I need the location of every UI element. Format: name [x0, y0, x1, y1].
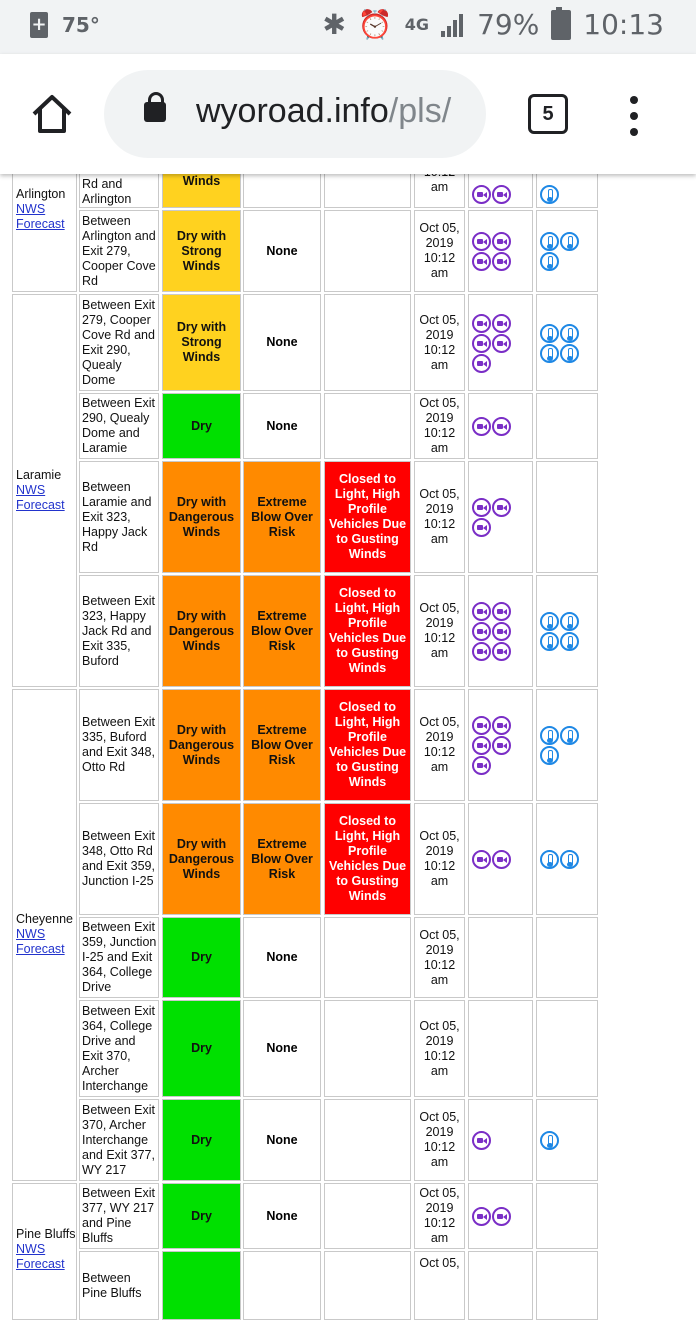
updated-text: Oct 05, 2019 10:12 am: [419, 221, 460, 280]
temperature: 75°: [62, 13, 100, 37]
updated-text: Oct 05, 2019 10:12 am: [419, 312, 460, 372]
thermometer-icon[interactable]: [540, 185, 559, 204]
segment-cell: [79, 689, 159, 801]
address-bar[interactable]: [104, 70, 486, 158]
tab-switcher-button[interactable]: 5: [528, 94, 568, 134]
condition-cell: [162, 803, 241, 915]
restriction-cell: [324, 1251, 411, 1320]
segment-text: Between Arlington and Exit 279, Cooper Cove Rd: [82, 213, 156, 288]
thermometer-icon[interactable]: [540, 746, 559, 765]
segment-cell: [79, 1000, 159, 1097]
restriction-cell: [324, 689, 411, 801]
camera-icon[interactable]: [472, 1207, 491, 1226]
camera-icon[interactable]: [472, 417, 491, 436]
segment-text: Between Exit 364, College Drive and Exit 370, Archer Interchange: [82, 1003, 155, 1093]
condition-text: Dry with Dangerous Winds: [168, 722, 235, 767]
advisory-cell: [243, 393, 321, 459]
segment-text: Between Pine Bluffs: [82, 1270, 142, 1300]
thermometer-icon[interactable]: [560, 632, 579, 651]
condition-text: Dry with Dangerous Winds: [168, 494, 235, 539]
updated-text: Oct 05, 2019 10:12 am: [419, 601, 460, 660]
condition-cell: [162, 1000, 241, 1097]
restriction-cell: [324, 294, 411, 391]
restriction-cell: [324, 461, 411, 573]
segment-text: Between Exit 377, WY 217 and Pine Bluffs: [82, 1186, 155, 1245]
camera-icon[interactable]: [492, 850, 511, 869]
updated-text: Oct 05, 2019 10:12 am: [419, 1186, 460, 1245]
restriction-text: Closed to Light, High Profile Vehicles Due to Gusting Winds: [328, 814, 407, 903]
segment-cell: [79, 294, 159, 391]
thermometer-icon[interactable]: [560, 232, 579, 251]
condition-text: Dry with Strong Winds: [176, 320, 227, 364]
city-name: Cheyenne: [16, 912, 73, 926]
restriction-cell: [324, 1183, 411, 1249]
updated-cell: [414, 1183, 465, 1249]
camera-icon[interactable]: [492, 232, 511, 251]
weather-station-cell: [536, 461, 598, 573]
advisory-cell: [243, 803, 321, 915]
camera-icon[interactable]: [472, 334, 491, 353]
city-name: Pine Bluffs: [16, 1227, 76, 1241]
updated-cell: [414, 461, 465, 573]
city-label: [16, 468, 70, 513]
advisory-text: None: [266, 1208, 298, 1223]
segment-text: Between Exit 290, Quealy Dome and Laramie: [82, 396, 155, 455]
condition-text: Dry: [191, 1041, 212, 1055]
updated-text: Oct 05, 2019 10:12 am: [419, 829, 460, 888]
camera-icon[interactable]: [472, 736, 491, 755]
weather-station-cell: [536, 1000, 598, 1097]
advisory-cell: [243, 917, 321, 998]
segment-cell: [79, 803, 159, 915]
camera-icon[interactable]: [492, 185, 511, 204]
city-label: [16, 912, 73, 957]
camera-icon[interactable]: [492, 602, 511, 621]
updated-text: Oct 05, 2019 10:12 am: [419, 715, 460, 774]
camera-icon[interactable]: [492, 334, 511, 353]
url-text[interactable]: [196, 92, 451, 131]
segment-text: Between Exit 335, Buford and Exit 348, Otto Rd: [82, 715, 155, 774]
advisory-text: None: [266, 418, 298, 433]
advisory-cell: [243, 461, 321, 573]
camera-icon[interactable]: [472, 850, 491, 869]
weather-station-cell: [536, 803, 598, 915]
camera-icon[interactable]: [472, 498, 491, 517]
clock: 10:13: [583, 8, 664, 41]
camera-icon[interactable]: [472, 314, 491, 333]
updated-cell: [414, 575, 465, 687]
camera-icon[interactable]: [472, 756, 491, 775]
segment-text: Between Exit 348, Otto Rd and Exit 359, Junction I-25: [82, 829, 155, 888]
nws-forecast-link[interactable]: NWS Forecast: [16, 202, 65, 231]
thermometer-icon[interactable]: [540, 232, 559, 251]
restriction-cell: [324, 1000, 411, 1097]
restriction-cell: [324, 210, 411, 292]
cameras-cell: [468, 1099, 533, 1181]
advisory-cell: [243, 1099, 321, 1181]
home-icon[interactable]: [28, 90, 76, 138]
weather-station-cell: [536, 575, 598, 687]
condition-cell: [162, 689, 241, 801]
weather-station-cell: [536, 917, 598, 998]
more-menu-icon[interactable]: [628, 96, 640, 136]
condition-cell: [162, 210, 241, 292]
camera-icon[interactable]: [472, 354, 491, 373]
advisory-text: Extreme Blow Over Risk: [251, 608, 313, 653]
condition-cell: [162, 461, 241, 573]
condition-cell: [162, 1251, 241, 1320]
updated-cell: [414, 689, 465, 801]
segment-text: Between Exit 279, Cooper Cove Rd and Exit 290, Quealy Dome: [82, 297, 155, 387]
thermometer-icon[interactable]: [560, 324, 579, 343]
updated-text: Oct 05, 2019 10:12 am: [419, 927, 460, 987]
cameras-cell: [468, 1000, 533, 1097]
updated-text: Oct 05, 2019 10:12 am: [419, 1018, 460, 1078]
restriction-cell: [324, 393, 411, 459]
weather-station-cell: [536, 1099, 598, 1181]
segment-text: Rd and Arlington: [82, 177, 132, 206]
weather-station-cell: [536, 689, 598, 801]
cameras-cell: [468, 461, 533, 573]
segment-cell: [79, 210, 159, 292]
condition-cell: [162, 294, 241, 391]
updated-cell: [414, 803, 465, 915]
camera-icon[interactable]: [492, 314, 511, 333]
updated-text: Oct 05, 2019 10:12 am: [419, 1110, 460, 1169]
condition-text: Dry: [191, 950, 212, 964]
cameras-cell: [468, 689, 533, 801]
thermometer-icon[interactable]: [540, 726, 559, 745]
weather-station-cell: [536, 210, 598, 292]
condition-text: Dry: [191, 1132, 212, 1147]
condition-cell: [162, 393, 241, 459]
updated-cell: [414, 917, 465, 998]
camera-icon[interactable]: [472, 518, 491, 537]
alarm-icon: ⏰: [357, 8, 393, 41]
advisory-text: None: [266, 950, 298, 964]
updated-cell: [414, 1000, 465, 1097]
advisory-cell: [243, 689, 321, 801]
city-label: [16, 187, 70, 232]
updated-text: Oct 05,: [419, 1256, 460, 1270]
url-path: /pls/: [388, 92, 452, 130]
camera-icon[interactable]: [492, 417, 511, 436]
restriction-cell: [324, 1099, 411, 1181]
condition-cell: [162, 1099, 241, 1181]
lock-icon: [144, 102, 166, 122]
camera-icon[interactable]: [472, 642, 491, 661]
camera-icon[interactable]: [472, 716, 491, 735]
browser-toolbar: [0, 54, 696, 174]
condition-cell: [162, 1183, 241, 1249]
nws-forecast-link[interactable]: NWS Forecast: [16, 1242, 65, 1271]
updated-cell: [414, 210, 465, 292]
updated-text: Oct 05, 2019 10:12 am: [419, 487, 460, 546]
updated-cell: [414, 1251, 465, 1320]
camera-icon[interactable]: [472, 622, 491, 641]
restriction-cell: [324, 575, 411, 687]
thermometer-icon[interactable]: [540, 344, 559, 363]
battery-percent: 79%: [477, 8, 540, 41]
condition-cell: [162, 917, 241, 998]
thermometer-icon[interactable]: [560, 726, 579, 745]
segment-text: Between Exit 323, Happy Jack Rd and Exit 335, Buford: [82, 593, 155, 668]
nws-forecast-link[interactable]: NWS Forecast: [16, 483, 65, 512]
camera-icon[interactable]: [492, 252, 511, 271]
updated-cell: [414, 294, 465, 391]
advisory-cell: [243, 1183, 321, 1249]
url-host: wyoroad.info: [196, 92, 389, 130]
camera-icon[interactable]: [492, 1207, 511, 1226]
thermometer-icon[interactable]: [540, 632, 559, 651]
advisory-cell: [243, 1251, 321, 1320]
advisory-cell: [243, 210, 321, 292]
cameras-cell: [468, 1183, 533, 1249]
camera-icon[interactable]: [492, 736, 511, 755]
nws-forecast-link[interactable]: NWS Forecast: [16, 927, 65, 956]
battery-icon: [551, 10, 571, 40]
updated-cell: [414, 1099, 465, 1181]
restriction-cell: [324, 917, 411, 998]
advisory-cell: [243, 1000, 321, 1097]
segment-cell: [79, 461, 159, 573]
advisory-text: None: [266, 243, 298, 258]
segment-cell: [79, 917, 159, 998]
restriction-cell: [324, 803, 411, 915]
cameras-cell: [468, 210, 533, 292]
cameras-cell: [468, 393, 533, 459]
segment-text: Between Exit 359, Junction I-25 and Exit 364, College Drive: [82, 920, 157, 994]
thermometer-icon[interactable]: [560, 850, 579, 869]
thermometer-icon[interactable]: [540, 252, 559, 271]
battery-saver-icon: +: [30, 12, 48, 38]
advisory-text: Extreme Blow Over Risk: [251, 722, 313, 767]
weather-station-cell: [536, 1251, 598, 1320]
segment-cell: [79, 1183, 159, 1249]
city-name: Laramie: [16, 468, 62, 482]
segment-cell: [79, 575, 159, 687]
camera-icon[interactable]: [472, 1131, 491, 1150]
camera-icon[interactable]: [472, 185, 491, 204]
bluetooth-icon: ✱: [322, 8, 346, 41]
thermometer-icon[interactable]: [540, 1131, 559, 1150]
weather-station-cell: [536, 393, 598, 459]
thermometer-icon[interactable]: [560, 344, 579, 363]
thermometer-icon[interactable]: [540, 324, 559, 343]
thermometer-icon[interactable]: [560, 612, 579, 631]
cameras-cell: [468, 294, 533, 391]
advisory-text: None: [266, 1041, 298, 1055]
advisory-text: Extreme Blow Over Risk: [251, 836, 313, 881]
camera-icon[interactable]: [492, 716, 511, 735]
restriction-text: Closed to Light, High Profile Vehicles Due to Gusting Winds: [328, 700, 407, 789]
segment-text: Between Laramie and Exit 323, Happy Jack Rd: [82, 479, 152, 554]
segment-cell: [79, 1099, 159, 1181]
updated-cell: [414, 393, 465, 459]
cameras-cell: [468, 917, 533, 998]
camera-icon[interactable]: [492, 622, 511, 641]
advisory-text: None: [266, 1132, 298, 1147]
cameras-cell: [468, 1251, 533, 1320]
updated-text: am: [430, 180, 449, 194]
camera-icon[interactable]: [492, 498, 511, 517]
weather-station-cell: [536, 1183, 598, 1249]
segment-cell: [79, 1251, 159, 1320]
restriction-text: Closed to Light, High Profile Vehicles Due to Gusting Winds: [328, 586, 407, 675]
condition-text: Winds: [182, 174, 221, 188]
advisory-text: Extreme Blow Over Risk: [251, 494, 313, 539]
segment-cell: [79, 393, 159, 459]
cameras-cell: [468, 803, 533, 915]
segment-text: Between Exit 370, Archer Interchange and Exit 377, WY 217: [82, 1102, 155, 1177]
network-type: 4G: [404, 15, 430, 34]
weather-station-cell: [536, 294, 598, 391]
condition-cell: [162, 575, 241, 687]
camera-icon[interactable]: [472, 232, 491, 251]
thermometer-icon[interactable]: [540, 612, 559, 631]
condition-text: Dry with Dangerous Winds: [168, 836, 235, 881]
signal-icon: [441, 13, 465, 37]
condition-text: Dry: [191, 1208, 212, 1223]
updated-text: Oct 05, 2019 10:12 am: [419, 396, 460, 455]
advisory-text: None: [266, 335, 298, 349]
city-name: Arlington: [16, 187, 66, 201]
condition-text: Dry with Dangerous Winds: [168, 608, 235, 653]
camera-icon[interactable]: [472, 252, 491, 271]
cameras-cell: [468, 575, 533, 687]
status-bar: [0, 0, 696, 54]
city-label: [16, 1227, 76, 1272]
thermometer-icon[interactable]: [540, 850, 559, 869]
advisory-cell: [243, 294, 321, 391]
camera-icon[interactable]: [472, 602, 491, 621]
condition-text: Dry with Strong Winds: [176, 228, 227, 273]
camera-icon[interactable]: [492, 642, 511, 661]
condition-text: Dry: [191, 418, 212, 433]
advisory-cell: [243, 575, 321, 687]
restriction-text: Closed to Light, High Profile Vehicles Due to Gusting Winds: [328, 472, 407, 561]
